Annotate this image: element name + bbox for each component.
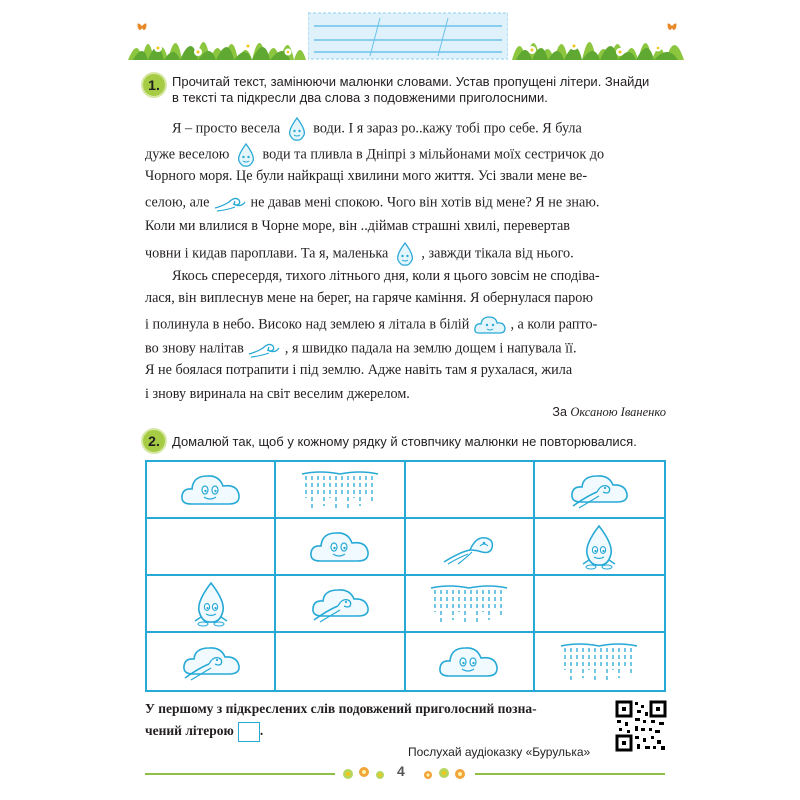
attribution-prefix: За <box>552 405 567 419</box>
writing-lines-box <box>308 10 508 62</box>
task-1-instruction-line1: Прочитай текст, замінюючи малюнки словами. Устав пропущені літери. Знайди <box>172 74 650 89</box>
story-fragment: , я швидко падала на землю дощем і напувала її. <box>284 340 577 357</box>
wind-cloud-icon <box>179 642 243 682</box>
pictures-grid <box>145 460 666 692</box>
story-line <box>145 313 597 337</box>
task-1-badge: 1. <box>141 72 167 98</box>
water-drop-icon <box>392 241 418 267</box>
flowers-right-icon <box>420 764 470 784</box>
water-drop-icon <box>284 116 310 142</box>
answer-line2-text: чений літерою <box>145 723 234 738</box>
grid-cell[interactable] <box>406 576 535 633</box>
grid-cell[interactable] <box>406 462 535 519</box>
attribution <box>552 405 666 420</box>
rain-icon <box>559 640 639 684</box>
story-fragment: во знову налітав <box>145 340 244 357</box>
task-2-badge: 2. <box>141 428 167 454</box>
grid-cell[interactable] <box>276 519 405 576</box>
grid-cell[interactable] <box>147 519 276 576</box>
story-fragment: Я – просто весела <box>172 120 281 137</box>
task-1-instruction-line2: в тексті та підкресли два слова з подовженими приголосними. <box>172 90 548 105</box>
story-line: лася, він виплеснув мене на берег, на гаряче каміння. Я обернулася парою <box>145 290 593 306</box>
drop-icon <box>577 524 621 570</box>
story-line <box>145 142 604 168</box>
story-line <box>145 192 599 214</box>
grass-decoration-left <box>128 16 306 60</box>
audio-caption: Послухай аудіоказку «Бурулька» <box>408 745 591 759</box>
grid-cell[interactable] <box>147 576 276 633</box>
story-line <box>145 241 574 267</box>
story-fragment: дуже веселою <box>145 146 230 163</box>
answer-period: . <box>259 723 264 738</box>
wind-icon <box>213 192 247 214</box>
story-line <box>172 116 582 142</box>
grid-cell[interactable] <box>535 576 664 633</box>
flowers-left-icon <box>340 764 390 784</box>
story-line: і знову виринала на світ веселим джерелом. <box>145 386 410 402</box>
cloud-icon <box>308 527 372 567</box>
cloud-icon <box>179 470 243 510</box>
footer-line-right <box>475 773 665 775</box>
grid-cell[interactable] <box>147 462 276 519</box>
grid-cell[interactable] <box>276 576 405 633</box>
story-line: Чорного моря. Це були найкращі хвилини мого життя. Усі звали мене ве- <box>145 168 588 184</box>
grid-cell[interactable] <box>147 633 276 690</box>
qr-code-icon[interactable] <box>615 700 667 752</box>
story-fragment: човни і кидав пароплави. Та я, маленька <box>145 245 389 262</box>
footer-line-left <box>145 773 335 775</box>
page-number: 4 <box>397 763 405 779</box>
story-line <box>145 338 577 360</box>
rain-icon <box>300 468 380 512</box>
story-fragment: не давав мені спокою. Чого він хотів від мене? Я не знаю. <box>250 194 600 211</box>
wind-icon <box>440 528 498 566</box>
cloud-icon <box>437 642 501 682</box>
letter-answer-box[interactable] <box>238 722 260 742</box>
cloud-icon <box>473 313 507 337</box>
story-fragment: води. І я зараз ро..кажу тобі про себе. Я була <box>313 120 582 137</box>
grid-cell[interactable] <box>406 519 535 576</box>
answer-line1: У першому з підкреслених слів подовжений приголосний позна- <box>145 701 537 716</box>
story-fragment: селою, але <box>145 194 210 211</box>
grid-cell[interactable] <box>535 519 664 576</box>
story-line: Якось спересердя, тихого літнього дня, коли я цього зовсім не сподіва- <box>172 268 600 284</box>
wind-cloud-icon <box>567 470 631 510</box>
rain-icon <box>429 582 509 626</box>
answer-line2 <box>145 720 605 742</box>
grid-cell[interactable] <box>276 633 405 690</box>
story-line: Я не боялася потрапити і під землю. Адже навіть там я рухалася, жила <box>145 362 573 378</box>
grid-cell[interactable] <box>535 462 664 519</box>
grid-cell[interactable] <box>406 633 535 690</box>
grass-decoration-right <box>512 16 684 60</box>
story-fragment: і полинула в небо. Високо над землею я літала в білій <box>145 316 470 333</box>
answer-sentence <box>145 698 605 742</box>
wind-cloud-icon <box>308 584 372 624</box>
wind-icon <box>247 338 281 360</box>
story-fragment: води та пливла в Дніпрі з мільйонами моїх сестричок до <box>262 146 605 163</box>
attribution-author: Оксаною Іваненко <box>570 405 666 419</box>
grid-cell[interactable] <box>276 462 405 519</box>
story-fragment: , а коли рапто- <box>510 316 598 333</box>
drop-icon <box>189 581 233 627</box>
story-fragment: , завжди тікала від нього. <box>421 245 574 262</box>
story-line: Коли ми влилися в Чорне море, він ..діймав страшні хвилі, перевертав <box>145 218 570 234</box>
task-2-instruction: Домалюй так, щоб у кожному рядку й стовпчику малюнки не повторювалися. <box>172 434 637 449</box>
water-drop-icon <box>233 142 259 168</box>
grid-cell[interactable] <box>535 633 664 690</box>
